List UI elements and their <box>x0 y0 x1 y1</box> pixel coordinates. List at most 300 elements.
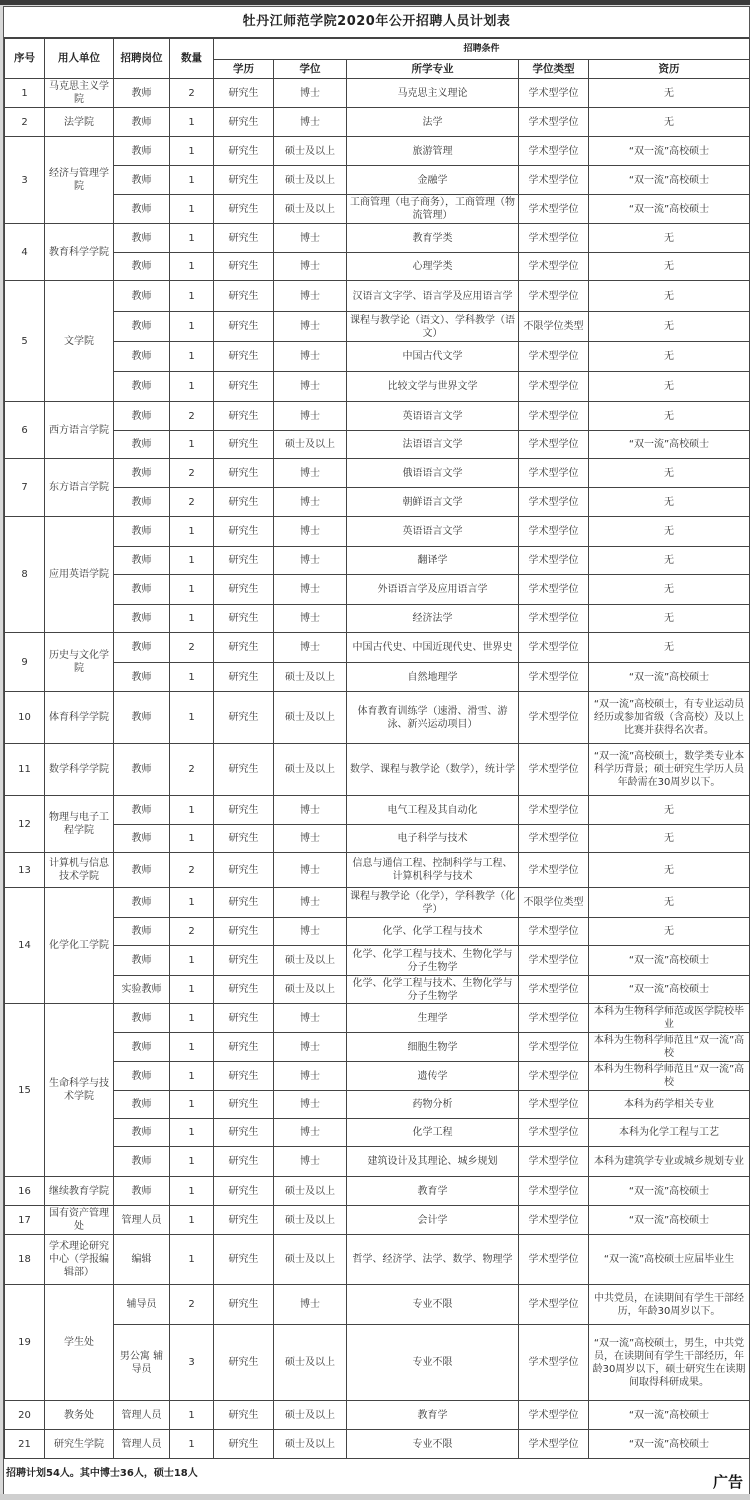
cell-education: 研究生 <box>214 1401 274 1430</box>
cell-unit: 学术理论研究中心（学报编辑部） <box>45 1235 114 1285</box>
cell-count: 1 <box>170 1004 214 1033</box>
table-row <box>5 1325 750 1401</box>
cell-seq: 5 <box>5 281 45 402</box>
cell-unit: 西方语言学院 <box>45 402 114 459</box>
cell-seq: 15 <box>5 1004 45 1177</box>
cell-unit: 教育科学学院 <box>45 224 114 281</box>
cell-position: 教师 <box>114 663 170 692</box>
cell-position: 教师 <box>114 137 170 166</box>
cell-count: 1 <box>170 431 214 459</box>
cell-major: 细胞生物学 <box>347 1033 519 1062</box>
cell-count: 1 <box>170 224 214 253</box>
cell-major: 教育学 <box>347 1177 519 1206</box>
cell-qualification: “双一流”高校硕士 <box>589 166 750 195</box>
cell-degree-type: 学术型学位 <box>519 825 589 853</box>
cell-qualification: 无 <box>589 342 750 372</box>
cell-education: 研究生 <box>214 459 274 488</box>
cell-count: 1 <box>170 1062 214 1091</box>
cell-degree: 博士 <box>274 372 347 402</box>
cell-position: 教师 <box>114 459 170 488</box>
cell-unit: 文学院 <box>45 281 114 402</box>
cell-position: 教师 <box>114 402 170 431</box>
cell-degree: 博士 <box>274 1091 347 1119</box>
cell-education: 研究生 <box>214 547 274 575</box>
cell-major: 专业不限 <box>347 1325 519 1401</box>
cell-major: 法学 <box>347 108 519 137</box>
cell-qualification: 中共党员，在读期间有学生干部经历，年龄30周岁以下。 <box>589 1285 750 1325</box>
cell-position: 管理人员 <box>114 1430 170 1459</box>
cell-major: 化学、化学工程与技术、生物化学与分子生物学 <box>347 946 519 976</box>
cell-degree: 博士 <box>274 253 347 281</box>
cell-education: 研究生 <box>214 853 274 888</box>
table-row <box>5 575 750 605</box>
cell-unit: 应用英语学院 <box>45 517 114 633</box>
table-row <box>5 744 750 796</box>
cell-degree-type: 学术型学位 <box>519 402 589 431</box>
table-row <box>5 1147 750 1177</box>
cell-degree: 博士 <box>274 825 347 853</box>
cell-degree-type: 学术型学位 <box>519 108 589 137</box>
cell-major: 比较文学与世界文学 <box>347 372 519 402</box>
cell-degree: 硕士及以上 <box>274 946 347 976</box>
cell-count: 1 <box>170 796 214 825</box>
cell-degree: 硕士及以上 <box>274 1206 347 1235</box>
cell-count: 2 <box>170 744 214 796</box>
cell-unit: 数学科学学院 <box>45 744 114 796</box>
cell-degree: 博士 <box>274 108 347 137</box>
cell-degree: 硕士及以上 <box>274 1235 347 1285</box>
cell-unit: 经济与管理学院 <box>45 137 114 224</box>
cell-major: 课程与教学论（语文）、学科教学（语文） <box>347 312 519 342</box>
cell-seq: 14 <box>5 888 45 1004</box>
cell-unit: 马克思主义学院 <box>45 79 114 108</box>
cell-qualification: 无 <box>589 108 750 137</box>
table-row <box>5 281 750 312</box>
cell-seq: 10 <box>5 692 45 744</box>
cell-degree-type: 学术型学位 <box>519 281 589 312</box>
cell-count: 2 <box>170 633 214 663</box>
cell-position: 教师 <box>114 79 170 108</box>
cell-degree-type: 不限学位类型 <box>519 888 589 918</box>
table-row <box>5 1004 750 1033</box>
cell-count: 1 <box>170 166 214 195</box>
cell-degree: 硕士及以上 <box>274 692 347 744</box>
cell-education: 研究生 <box>214 253 274 281</box>
cell-position: 教师 <box>114 575 170 605</box>
cell-position: 教师 <box>114 224 170 253</box>
cell-education: 研究生 <box>214 976 274 1004</box>
cell-unit: 历史与文化学院 <box>45 633 114 692</box>
cell-position: 教师 <box>114 166 170 195</box>
cell-degree-type: 学术型学位 <box>519 1401 589 1430</box>
cell-degree-type: 学术型学位 <box>519 976 589 1004</box>
cell-education: 研究生 <box>214 1206 274 1235</box>
cell-degree: 硕士及以上 <box>274 431 347 459</box>
cell-degree-type: 学术型学位 <box>519 1206 589 1235</box>
cell-degree-type: 学术型学位 <box>519 692 589 744</box>
footer <box>4 1459 749 1499</box>
cell-degree-type: 学术型学位 <box>519 1430 589 1459</box>
cell-degree-type: 学术型学位 <box>519 195 589 224</box>
cell-seq: 12 <box>5 796 45 853</box>
table-row <box>5 1062 750 1091</box>
cell-count: 1 <box>170 281 214 312</box>
table-row <box>5 692 750 744</box>
cell-qualification: 本科为生物科学师范且“双一流”高校 <box>589 1033 750 1062</box>
cell-position: 教师 <box>114 195 170 224</box>
table-row <box>5 918 750 946</box>
cell-degree-type: 学术型学位 <box>519 853 589 888</box>
header-unit: 用人单位 <box>45 39 114 79</box>
cell-unit: 法学院 <box>45 108 114 137</box>
cell-education: 研究生 <box>214 575 274 605</box>
table-row <box>5 1401 750 1430</box>
cell-seq: 8 <box>5 517 45 633</box>
cell-qualification: 本科为药学相关专业 <box>589 1091 750 1119</box>
cell-degree: 硕士及以上 <box>274 1177 347 1206</box>
cell-position: 教师 <box>114 312 170 342</box>
table-row <box>5 166 750 195</box>
cell-count: 3 <box>170 1325 214 1401</box>
cell-education: 研究生 <box>214 1177 274 1206</box>
cell-position: 教师 <box>114 431 170 459</box>
cell-qualification: “双一流”高校硕士 <box>589 1401 750 1430</box>
cell-qualification: 无 <box>589 312 750 342</box>
cell-qualification: 无 <box>589 402 750 431</box>
cell-seq: 2 <box>5 108 45 137</box>
cell-qualification: 无 <box>589 633 750 663</box>
cell-major: 课程与教学论（化学），学科教学（化学） <box>347 888 519 918</box>
table-row <box>5 1119 750 1147</box>
cell-position: 管理人员 <box>114 1206 170 1235</box>
cell-degree-type: 学术型学位 <box>519 79 589 108</box>
cell-position: 编辑 <box>114 1235 170 1285</box>
cell-qualification: “双一流”高校硕士应届毕业生 <box>589 1235 750 1285</box>
cell-unit: 东方语言学院 <box>45 459 114 517</box>
cell-education: 研究生 <box>214 488 274 517</box>
cell-count: 1 <box>170 575 214 605</box>
cell-qualification: 无 <box>589 224 750 253</box>
cell-degree: 博士 <box>274 488 347 517</box>
cell-major: 建筑设计及其理论、城乡规划 <box>347 1147 519 1177</box>
cell-qualification: 无 <box>589 605 750 633</box>
cell-major: 中国古代文学 <box>347 342 519 372</box>
cell-major: 经济法学 <box>347 605 519 633</box>
cell-count: 1 <box>170 108 214 137</box>
cell-degree-type: 学术型学位 <box>519 918 589 946</box>
cell-degree: 博士 <box>274 224 347 253</box>
header-degree: 学位 <box>274 60 347 79</box>
cell-count: 1 <box>170 1119 214 1147</box>
cell-degree-type: 学术型学位 <box>519 633 589 663</box>
cell-qualification: 无 <box>589 918 750 946</box>
table-row <box>5 547 750 575</box>
cell-degree: 博士 <box>274 1062 347 1091</box>
cell-position: 教师 <box>114 605 170 633</box>
cell-education: 研究生 <box>214 224 274 253</box>
cell-count: 1 <box>170 605 214 633</box>
table-row <box>5 1206 750 1235</box>
cell-qualification: “双一流”高校硕士 <box>589 663 750 692</box>
ad-badge[interactable]: 广告 <box>711 1467 745 1497</box>
table-row <box>5 431 750 459</box>
cell-count: 2 <box>170 402 214 431</box>
cell-seq: 19 <box>5 1285 45 1401</box>
cell-qualification: 本科为化学工程与工艺 <box>589 1119 750 1147</box>
cell-position: 教师 <box>114 1004 170 1033</box>
cell-count: 1 <box>170 1430 214 1459</box>
cell-degree-type: 学术型学位 <box>519 1147 589 1177</box>
cell-qualification: 无 <box>589 547 750 575</box>
table-row <box>5 1430 750 1459</box>
cell-education: 研究生 <box>214 108 274 137</box>
cell-major: 翻译学 <box>347 547 519 575</box>
cell-degree: 博士 <box>274 79 347 108</box>
cell-seq: 3 <box>5 137 45 224</box>
cell-degree: 博士 <box>274 1147 347 1177</box>
cell-position: 教师 <box>114 108 170 137</box>
cell-major: 金融学 <box>347 166 519 195</box>
cell-count: 1 <box>170 1206 214 1235</box>
cell-qualification: 无 <box>589 825 750 853</box>
cell-major: 教育学 <box>347 1401 519 1430</box>
cell-qualification: 无 <box>589 253 750 281</box>
cell-seq: 9 <box>5 633 45 692</box>
table-row <box>5 663 750 692</box>
cell-position: 教师 <box>114 1119 170 1147</box>
cell-education: 研究生 <box>214 663 274 692</box>
cell-count: 2 <box>170 853 214 888</box>
cell-unit: 计算机与信息技术学院 <box>45 853 114 888</box>
cell-qualification: “双一流”高校硕士 <box>589 431 750 459</box>
cell-qualification: 无 <box>589 372 750 402</box>
cell-count: 2 <box>170 459 214 488</box>
cell-degree: 硕士及以上 <box>274 1401 347 1430</box>
cell-seq: 21 <box>5 1430 45 1459</box>
cell-major: 自然地理学 <box>347 663 519 692</box>
cell-education: 研究生 <box>214 137 274 166</box>
cell-qualification: 无 <box>589 888 750 918</box>
cell-education: 研究生 <box>214 1430 274 1459</box>
cell-position: 教师 <box>114 517 170 547</box>
cell-qualification: “双一流”高校硕士 <box>589 1177 750 1206</box>
table-row <box>5 195 750 224</box>
table-row <box>5 1177 750 1206</box>
cell-position: 教师 <box>114 253 170 281</box>
cell-seq: 18 <box>5 1235 45 1285</box>
cell-major: 生理学 <box>347 1004 519 1033</box>
cell-qualification: “双一流”高校硕士 <box>589 946 750 976</box>
table-row <box>5 224 750 253</box>
cell-degree-type: 学术型学位 <box>519 1119 589 1147</box>
header-degree-type: 学位类型 <box>519 60 589 79</box>
cell-unit: 化学化工学院 <box>45 888 114 1004</box>
cell-major: 信息与通信工程、控制科学与工程、计算机科学与技术 <box>347 853 519 888</box>
cell-education: 研究生 <box>214 1235 274 1285</box>
cell-unit: 物理与电子工程学院 <box>45 796 114 853</box>
cell-degree-type: 学术型学位 <box>519 342 589 372</box>
table-row <box>5 108 750 137</box>
cell-position: 教师 <box>114 1177 170 1206</box>
cell-unit: 生命科学与技术学院 <box>45 1004 114 1177</box>
cell-qualification: “双一流”高校硕士 <box>589 1206 750 1235</box>
cell-degree: 博士 <box>274 853 347 888</box>
cell-education: 研究生 <box>214 79 274 108</box>
cell-degree: 硕士及以上 <box>274 976 347 1004</box>
cell-seq: 17 <box>5 1206 45 1235</box>
cell-major: 数学、课程与教学论（数学），统计学 <box>347 744 519 796</box>
cell-education: 研究生 <box>214 825 274 853</box>
cell-education: 研究生 <box>214 888 274 918</box>
table-row <box>5 605 750 633</box>
cell-unit: 教务处 <box>45 1401 114 1430</box>
cell-degree-type: 学术型学位 <box>519 253 589 281</box>
header-qualification: 资历 <box>589 60 750 79</box>
table-row <box>5 1091 750 1119</box>
cell-degree-type: 学术型学位 <box>519 1062 589 1091</box>
cell-major: 教育学类 <box>347 224 519 253</box>
table-row <box>5 1285 750 1325</box>
cell-unit: 学生处 <box>45 1285 114 1401</box>
cell-education: 研究生 <box>214 342 274 372</box>
table-row <box>5 796 750 825</box>
cell-degree: 博士 <box>274 633 347 663</box>
table-row <box>5 402 750 431</box>
cell-education: 研究生 <box>214 1062 274 1091</box>
table-row <box>5 517 750 547</box>
cell-major: 旅游管理 <box>347 137 519 166</box>
cell-education: 研究生 <box>214 1119 274 1147</box>
cell-education: 研究生 <box>214 372 274 402</box>
cell-degree-type: 学术型学位 <box>519 1004 589 1033</box>
cell-major: 药物分析 <box>347 1091 519 1119</box>
cell-qualification: 无 <box>589 281 750 312</box>
cell-major: 俄语语言文学 <box>347 459 519 488</box>
cell-degree: 硕士及以上 <box>274 663 347 692</box>
cell-major: 心理学类 <box>347 253 519 281</box>
table-row <box>5 853 750 888</box>
cell-seq: 13 <box>5 853 45 888</box>
cell-position: 教师 <box>114 281 170 312</box>
cell-qualification: 本科为建筑学专业或城乡规划专业 <box>589 1147 750 1177</box>
cell-unit: 体育科学学院 <box>45 692 114 744</box>
top-border-bar <box>0 0 750 5</box>
cell-major: 专业不限 <box>347 1430 519 1459</box>
cell-degree-type: 不限学位类型 <box>519 312 589 342</box>
cell-qualification: 无 <box>589 853 750 888</box>
header-major: 所学专业 <box>347 60 519 79</box>
cell-position: 辅导员 <box>114 1285 170 1325</box>
cell-degree-type: 学术型学位 <box>519 547 589 575</box>
cell-degree-type: 学术型学位 <box>519 517 589 547</box>
table-row <box>5 79 750 108</box>
cell-education: 研究生 <box>214 633 274 663</box>
cell-seq: 11 <box>5 744 45 796</box>
cell-major: 法语语言文学 <box>347 431 519 459</box>
cell-count: 2 <box>170 918 214 946</box>
cell-degree-type: 学术型学位 <box>519 946 589 976</box>
header-education: 学历 <box>214 60 274 79</box>
cell-education: 研究生 <box>214 744 274 796</box>
cell-qualification: 本科为生物科学师范且“双一流”高校 <box>589 1062 750 1091</box>
cell-major: 体育教育训练学（速滑、滑雪、游泳、新兴运动项目） <box>347 692 519 744</box>
cell-degree: 博士 <box>274 459 347 488</box>
recruitment-table <box>4 38 750 1459</box>
table-row <box>5 946 750 976</box>
cell-count: 1 <box>170 946 214 976</box>
cell-degree: 博士 <box>274 517 347 547</box>
cell-education: 研究生 <box>214 312 274 342</box>
cell-position: 教师 <box>114 946 170 976</box>
cell-degree-type: 学术型学位 <box>519 1091 589 1119</box>
table-row <box>5 342 750 372</box>
cell-education: 研究生 <box>214 946 274 976</box>
cell-count: 1 <box>170 888 214 918</box>
cell-degree-type: 学术型学位 <box>519 459 589 488</box>
cell-degree: 博士 <box>274 1004 347 1033</box>
cell-degree: 博士 <box>274 1119 347 1147</box>
cell-degree-type: 学术型学位 <box>519 431 589 459</box>
table-row <box>5 888 750 918</box>
cell-degree-type: 学术型学位 <box>519 605 589 633</box>
cell-position: 教师 <box>114 342 170 372</box>
cell-position: 教师 <box>114 918 170 946</box>
cell-education: 研究生 <box>214 796 274 825</box>
cell-degree-type: 学术型学位 <box>519 488 589 517</box>
table-row <box>5 976 750 1004</box>
cell-education: 研究生 <box>214 1325 274 1401</box>
cell-count: 2 <box>170 488 214 517</box>
cell-degree-type: 学术型学位 <box>519 372 589 402</box>
cell-count: 1 <box>170 663 214 692</box>
cell-count: 1 <box>170 825 214 853</box>
cell-count: 1 <box>170 342 214 372</box>
cell-position: 教师 <box>114 744 170 796</box>
cell-degree: 硕士及以上 <box>274 1325 347 1401</box>
cell-degree-type: 学术型学位 <box>519 166 589 195</box>
cell-degree: 博士 <box>274 796 347 825</box>
cell-major: 化学工程 <box>347 1119 519 1147</box>
cell-education: 研究生 <box>214 166 274 195</box>
cell-degree: 硕士及以上 <box>274 137 347 166</box>
table-row <box>5 488 750 517</box>
cell-count: 1 <box>170 1235 214 1285</box>
cell-major: 会计学 <box>347 1206 519 1235</box>
cell-major: 化学、化学工程与技术、生物化学与分子生物学 <box>347 976 519 1004</box>
cell-degree-type: 学术型学位 <box>519 744 589 796</box>
cell-degree: 硕士及以上 <box>274 166 347 195</box>
cell-degree-type: 学术型学位 <box>519 1285 589 1325</box>
cell-degree: 博士 <box>274 575 347 605</box>
cell-seq: 1 <box>5 79 45 108</box>
cell-position: 教师 <box>114 1033 170 1062</box>
cell-count: 1 <box>170 137 214 166</box>
cell-education: 研究生 <box>214 1004 274 1033</box>
cell-major: 专业不限 <box>347 1285 519 1325</box>
cell-major: 电子科学与技术 <box>347 825 519 853</box>
cell-major: 电气工程及其自动化 <box>347 796 519 825</box>
cell-major: 工商管理（电子商务），工商管理（物流管理） <box>347 195 519 224</box>
cell-degree-type: 学术型学位 <box>519 224 589 253</box>
cell-position: 实验教师 <box>114 976 170 1004</box>
summary-text: 招聘计划54人。其中博士36人，硕士18人 <box>6 1468 198 1479</box>
cell-major: 马克思主义理论 <box>347 79 519 108</box>
table-row <box>5 253 750 281</box>
cell-degree: 博士 <box>274 888 347 918</box>
cell-position: 教师 <box>114 796 170 825</box>
cell-position: 教师 <box>114 692 170 744</box>
cell-count: 1 <box>170 1177 214 1206</box>
